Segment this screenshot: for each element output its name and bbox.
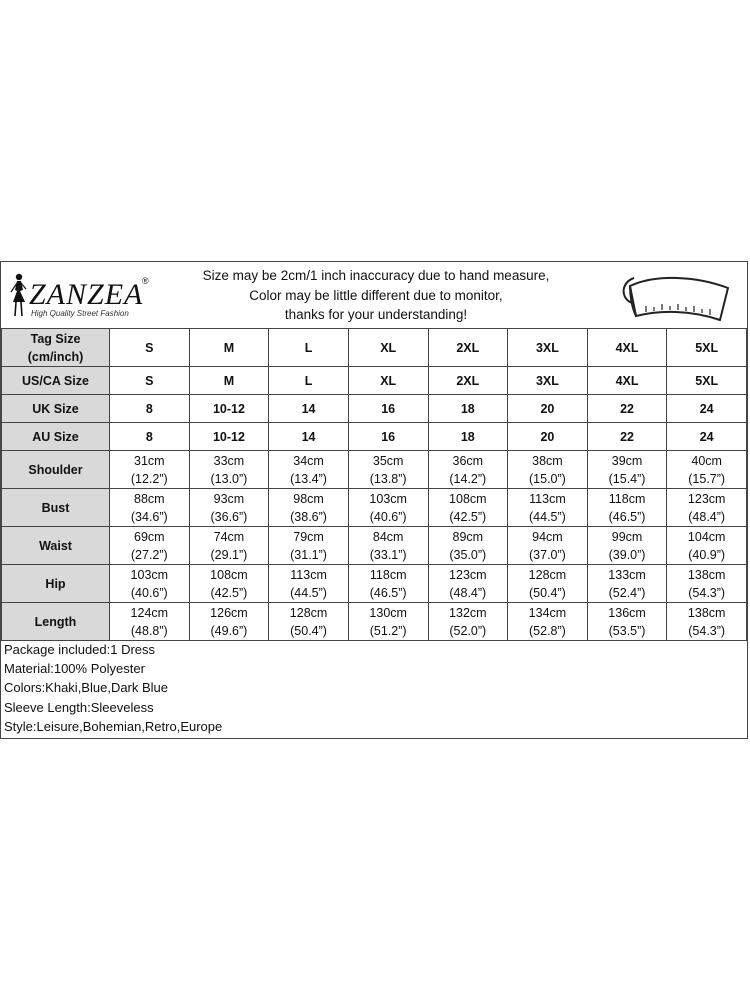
- size-row: [2, 329, 747, 367]
- inch-value: (44.5”): [290, 585, 327, 600]
- inch-value: (54.3”): [688, 585, 726, 600]
- inch-value: (35.0”): [449, 547, 487, 562]
- size-cell: 20: [508, 423, 588, 451]
- measurement-cell: [189, 489, 269, 527]
- size-cell: S: [110, 329, 190, 367]
- notice-line: thanks for your understanding!: [284, 307, 468, 322]
- cm-value: 38cm: [532, 453, 563, 468]
- measurement-cell: [110, 565, 190, 603]
- size-row: [2, 367, 747, 395]
- detail-colors: Colors:Khaki,Blue,Dark Blue: [4, 680, 169, 696]
- inch-value: (42.5”): [210, 585, 248, 600]
- cm-value: 103cm: [130, 567, 169, 582]
- cm-value: 128cm: [528, 567, 567, 582]
- size-cell: M: [189, 367, 269, 395]
- inch-value: (40.9”): [688, 547, 726, 562]
- row-header: Tag Size (cm/inch): [2, 329, 110, 367]
- cm-value: 118cm: [369, 567, 407, 582]
- size-row: [2, 395, 747, 423]
- size-row: [2, 423, 747, 451]
- size-cell: 10-12: [189, 423, 269, 451]
- measurement-cell: [428, 603, 508, 641]
- inch-value: (42.5”): [449, 509, 487, 524]
- size-cell: 18: [428, 395, 508, 423]
- measurement-cell: [587, 489, 667, 527]
- row-header: UK Size: [2, 395, 110, 423]
- measurement-cell: [348, 603, 428, 641]
- size-table: [1, 328, 747, 641]
- cm-value: 84cm: [372, 529, 404, 544]
- inch-value: (49.6”): [210, 623, 248, 638]
- size-cell: L: [269, 367, 349, 395]
- inch-value: (27.2”): [130, 547, 168, 562]
- inch-value: (29.1”): [210, 547, 248, 562]
- row-header: Waist: [2, 527, 110, 565]
- row-header: Hip: [2, 565, 110, 603]
- inch-value: (40.6”): [130, 585, 168, 600]
- cm-value: 33cm: [213, 453, 245, 468]
- measurement-cell: [269, 565, 349, 603]
- size-cell: 10-12: [189, 395, 269, 423]
- size-cell: 20: [508, 395, 588, 423]
- measurement-cell: [348, 451, 428, 489]
- size-cell: 8: [110, 423, 190, 451]
- inch-value: (14.2”): [449, 471, 487, 486]
- measurement-cell: [587, 451, 667, 489]
- cm-value: 138cm: [687, 567, 726, 582]
- inch-value: (52.4”): [608, 585, 646, 600]
- cm-value: 123cm: [449, 567, 487, 582]
- measurement-cell: [348, 527, 428, 565]
- measurement-cell: [508, 451, 588, 489]
- cm-value: 136cm: [608, 605, 646, 620]
- inch-value: (31.1”): [290, 547, 327, 562]
- size-cell: 18: [428, 423, 508, 451]
- detail-style: Style:Leisure,Bohemian,Retro,Europe: [4, 718, 223, 734]
- inch-value: (48.4”): [449, 585, 487, 600]
- cm-value: 108cm: [449, 491, 487, 506]
- measurement-cell: [428, 565, 508, 603]
- measurement-cell: [587, 603, 667, 641]
- measurement-cell: [587, 565, 667, 603]
- cm-value: 108cm: [210, 567, 248, 582]
- size-cell: 4XL: [587, 367, 667, 395]
- cm-value: 34cm: [293, 453, 324, 468]
- measurement-notice: [161, 266, 591, 325]
- size-cell: L: [269, 329, 349, 367]
- inch-value: (15.4”): [608, 471, 646, 486]
- inch-value: (44.5”): [529, 509, 566, 524]
- measurement-cell: [428, 489, 508, 527]
- measurement-row: [2, 603, 747, 641]
- cm-value: 113cm: [529, 491, 566, 506]
- inch-value: (48.8”): [130, 623, 168, 638]
- measurement-cell: [508, 565, 588, 603]
- woman-silhouette-icon: [7, 272, 29, 318]
- size-cell: 24: [667, 423, 747, 451]
- size-chart-card: [0, 261, 748, 739]
- measurement-cell: [667, 451, 747, 489]
- row-header: AU Size: [2, 423, 110, 451]
- cm-value: 133cm: [608, 567, 646, 582]
- cm-value: 39cm: [611, 453, 643, 468]
- measurement-cell: [348, 565, 428, 603]
- cm-value: 79cm: [293, 529, 324, 544]
- measurement-cell: [110, 451, 190, 489]
- measurement-cell: [110, 527, 190, 565]
- product-details: [4, 640, 222, 736]
- cm-value: 132cm: [449, 605, 487, 620]
- cm-value: 124cm: [130, 605, 169, 620]
- brand-name: ZANZEA: [29, 278, 144, 311]
- measurement-row: [2, 527, 747, 565]
- inch-value: (39.0”): [608, 547, 646, 562]
- measurement-cell: [667, 527, 747, 565]
- measurement-cell: [110, 603, 190, 641]
- measurement-cell: [508, 527, 588, 565]
- size-cell: 8: [110, 395, 190, 423]
- inch-value: (48.4”): [688, 509, 726, 524]
- size-cell: 14: [269, 423, 349, 451]
- measurement-cell: [428, 527, 508, 565]
- brand-logo: [7, 268, 157, 322]
- cm-value: 94cm: [532, 529, 563, 544]
- measurement-cell: [348, 489, 428, 527]
- cm-value: 98cm: [293, 491, 324, 506]
- cm-value: 40cm: [691, 453, 722, 468]
- cm-value: 123cm: [687, 491, 726, 506]
- inch-value: (40.6”): [369, 509, 407, 524]
- cm-value: 35cm: [372, 453, 404, 468]
- cm-value: 69cm: [134, 529, 165, 544]
- cm-value: 99cm: [611, 529, 643, 544]
- size-cell: 5XL: [667, 329, 747, 367]
- size-cell: 16: [348, 423, 428, 451]
- size-cell: 2XL: [428, 367, 508, 395]
- inch-value: (51.2”): [369, 623, 407, 638]
- size-cell: 3XL: [508, 329, 588, 367]
- cm-value: 104cm: [687, 529, 726, 544]
- measurement-cell: [189, 451, 269, 489]
- inch-value: (52.8”): [529, 623, 566, 638]
- cm-value: 113cm: [290, 567, 327, 582]
- detail-package: Package included:1 Dress: [4, 642, 156, 657]
- cm-value: 89cm: [452, 529, 484, 544]
- size-cell: 22: [587, 423, 667, 451]
- measurement-cell: [269, 489, 349, 527]
- inch-value: (38.6”): [290, 509, 327, 524]
- size-cell: 16: [348, 395, 428, 423]
- cm-value: 134cm: [528, 605, 567, 620]
- inch-value: (37.0”): [529, 547, 566, 562]
- size-cell: XL: [348, 367, 428, 395]
- notice-line: Color may be little different due to monitor,: [249, 287, 503, 303]
- measurement-row: [2, 489, 747, 527]
- size-cell: 4XL: [587, 329, 667, 367]
- row-header: Bust: [2, 489, 110, 527]
- inch-value: (36.6”): [210, 509, 248, 524]
- size-cell: 24: [667, 395, 747, 423]
- measurement-row: [2, 451, 747, 489]
- measurement-cell: [269, 451, 349, 489]
- size-cell: XL: [348, 329, 428, 367]
- measurement-cell: [667, 489, 747, 527]
- inch-value: (13.8”): [369, 471, 407, 486]
- measurement-cell: [269, 527, 349, 565]
- inch-value: (54.3”): [688, 623, 726, 638]
- inch-value: (46.5”): [608, 509, 646, 524]
- row-header: US/CA Size: [2, 367, 110, 395]
- size-cell: 2XL: [428, 329, 508, 367]
- row-header: Shoulder: [2, 451, 110, 489]
- size-chart-header: [1, 262, 747, 329]
- inch-value: (12.2”): [130, 471, 168, 486]
- cm-value: 118cm: [608, 491, 646, 506]
- measurement-cell: [110, 489, 190, 527]
- measurement-cell: [587, 527, 667, 565]
- measurement-cell: [667, 565, 747, 603]
- measurement-cell: [189, 565, 269, 603]
- row-header: Length: [2, 603, 110, 641]
- registered-mark: ®: [142, 276, 149, 286]
- inch-value: (13.0”): [210, 471, 248, 486]
- detail-sleeve-length: Sleeve Length:Sleeveless: [4, 699, 154, 715]
- inch-value: (15.0”): [529, 471, 566, 486]
- measurement-cell: [189, 603, 269, 641]
- cm-value: 138cm: [687, 605, 726, 620]
- detail-material: Material:100% Polyester: [4, 661, 145, 677]
- measurement-cell: [508, 489, 588, 527]
- size-cell: 3XL: [508, 367, 588, 395]
- cm-value: 130cm: [369, 605, 407, 620]
- measurement-cell: [667, 603, 747, 641]
- size-cell: 5XL: [667, 367, 747, 395]
- cm-value: 93cm: [213, 491, 245, 506]
- inch-value: (46.5”): [369, 585, 407, 600]
- inch-value: (15.7”): [688, 471, 726, 486]
- cm-value: 31cm: [134, 453, 165, 468]
- inch-value: (33.1”): [369, 547, 407, 562]
- measuring-tape-icon: [616, 266, 736, 324]
- size-cell: 14: [269, 395, 349, 423]
- cm-value: 126cm: [210, 605, 248, 620]
- measurement-row: [2, 565, 747, 603]
- measurement-cell: [269, 603, 349, 641]
- brand-tagline: High Quality Street Fashion: [31, 309, 129, 318]
- size-cell: 22: [587, 395, 667, 423]
- notice-line: Size may be 2cm/1 inch inaccuracy due to hand measure,: [202, 268, 550, 283]
- inch-value: (50.4”): [290, 623, 327, 638]
- measurement-cell: [508, 603, 588, 641]
- measurement-cell: [428, 451, 508, 489]
- inch-value: (53.5”): [608, 623, 646, 638]
- size-cell: M: [189, 329, 269, 367]
- measurement-cell: [189, 527, 269, 565]
- inch-value: (50.4”): [529, 585, 566, 600]
- inch-value: (13.4”): [290, 471, 327, 486]
- cm-value: 128cm: [289, 605, 328, 620]
- inch-value: (52.0”): [449, 623, 487, 638]
- inch-value: (34.6”): [130, 509, 168, 524]
- cm-value: 103cm: [369, 491, 407, 506]
- cm-value: 74cm: [213, 529, 245, 544]
- cm-value: 88cm: [134, 491, 165, 506]
- cm-value: 36cm: [452, 453, 484, 468]
- size-cell: S: [110, 367, 190, 395]
